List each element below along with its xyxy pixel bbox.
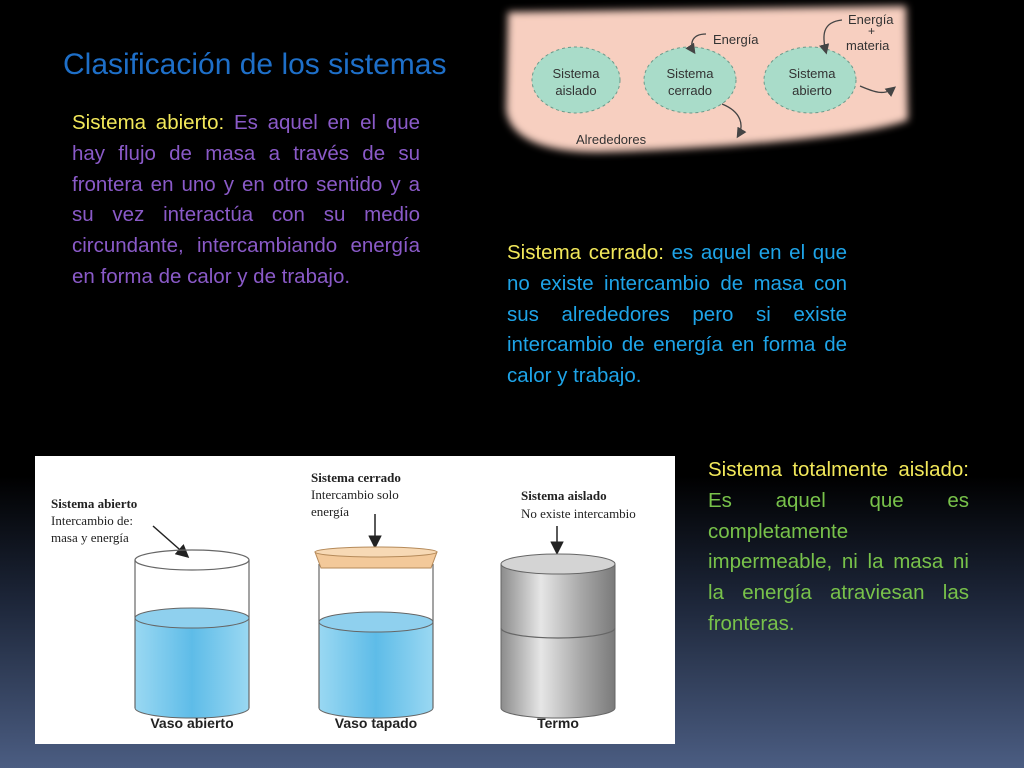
surroundings-label: Alrededores: [576, 132, 647, 147]
closed-desc-line2: energía: [311, 504, 350, 519]
containers-diagram: [35, 456, 675, 744]
caption-open: Vaso abierto: [150, 715, 234, 731]
closed-label-line1: Sistema: [666, 66, 714, 81]
isolated-desc-line1: No existe intercambio: [521, 506, 636, 521]
open-label-line1: Sistema: [788, 66, 836, 81]
systems-types-diagram: [498, 0, 918, 170]
closed-glass: [319, 564, 433, 718]
slide-title: Clasificación de los sistemas: [63, 48, 447, 81]
energy-label: Energía: [713, 32, 759, 47]
closed-desc-line1: Intercambio solo: [311, 487, 399, 502]
energy-matter-line1: Energía: [848, 12, 894, 27]
open-desc-line1: Intercambio de:: [51, 513, 133, 528]
open-label-line2: abierto: [792, 83, 832, 98]
closed-system-body: es aquel en el que no existe intercambio de masa con sus alrededores pero si existe intercambio de energía en forma de calor y trabajo.: [507, 241, 848, 388]
open-system-body: Es aquel en el que hay flujo de masa a través de su frontera en uno y en otro sentido y a su vez interactúa con su medio circundante, intercambiando energía en forma de calor y de trabajo.: [72, 111, 420, 288]
closed-system-lead: Sistema cerrado:: [507, 241, 664, 264]
isolated-system-body: Es aquel que es completamente impermeable, ni la masa ni la energía atraviesan las fronteras.: [708, 488, 969, 635]
thermos: [501, 554, 615, 718]
isolated-system-paragraph: [708, 455, 969, 640]
isolated-label-line2: aislado: [555, 83, 597, 98]
closed-heading: Sistema cerrado: [311, 470, 401, 485]
caption-closed: Vaso tapado: [334, 715, 418, 731]
open-system-paragraph: [72, 108, 420, 293]
open-system-lead: Sistema abierto:: [72, 111, 225, 134]
open-desc-line2: masa y energía: [51, 530, 129, 545]
caption-isolated: Termo: [537, 715, 579, 731]
open-heading: Sistema abierto: [51, 496, 138, 511]
isolated-system-lead: Sistema totalmente aislado:: [708, 458, 969, 481]
energy-matter-plus: +: [868, 24, 876, 38]
closed-label-line2: cerrado: [667, 83, 713, 98]
isolated-label-line1: Sistema: [552, 66, 600, 81]
isolated-heading: Sistema aislado: [521, 488, 607, 503]
glass-lid: [315, 547, 437, 568]
open-glass: [135, 550, 249, 718]
closed-system-paragraph: [507, 238, 847, 392]
energy-matter-line2: materia: [846, 38, 890, 53]
